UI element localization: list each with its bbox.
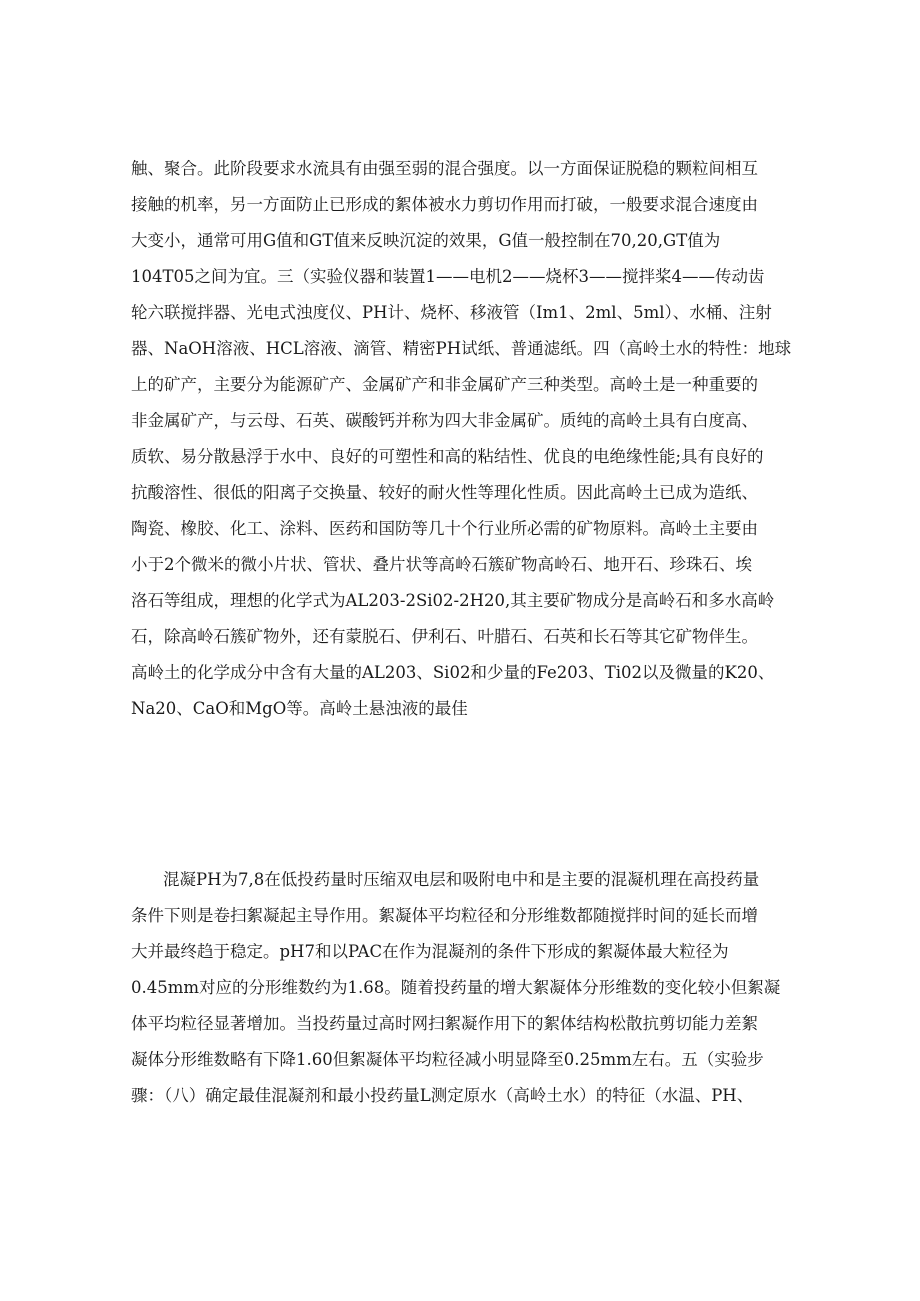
- text-line: 体平均粒径显著增加。当投药量过高时网扫絮凝作用下的絮体结构松散抗剪切能力差絮: [131, 1014, 758, 1033]
- text-line: 质软、易分散悬浮于水中、良好的可塑性和高的粘结性、优良的电绝缘性能;具有良好的: [131, 447, 764, 466]
- text-line: 104T05之间为宜。三（实验仪器和装置1——电机2——烧杯3——搅拌桨4——传动齿: [131, 267, 765, 286]
- text-line: 0.45mm对应的分形维数约为1.68。随着投药量的增大絮凝体分形维数的变化较小但絮凝: [131, 978, 781, 997]
- text-line: 混凝PH为7,8在低投药量时压缩双电层和吸附电中和是主要的混凝机理在高投药量: [163, 870, 760, 889]
- text-line: 石，除高岭石簇矿物外，还有蒙脱石、伊利石、叶腊石、石英和长石等其它矿物伴生。: [131, 627, 758, 646]
- text-line: 凝体分形维数略有下降1.60但絮凝体平均粒径减小明显降至0.25mm左右。五（实验步: [131, 1050, 764, 1069]
- text-line: 接触的机率，另一方面防止已形成的絮体被水力剪切作用而打破，一般要求混合速度由: [131, 195, 758, 214]
- text-line: 条件下则是卷扫絮凝起主导作用。絮凝体平均粒径和分形维数都随搅拌时间的延长而增: [131, 906, 758, 925]
- text-line: 骤：（八）确定最佳混凝剂和最小投药量L测定原水（高岭土水）的特征（水温、PH、: [131, 1086, 754, 1105]
- text-line: 轮六联搅拌器、光电式浊度仪、PH计、烧杯、移液管（Im1、2ml、5ml）、水桶、注射: [131, 303, 772, 322]
- text-line: 小于2个微米的微小片状、管状、叠片状等高岭石簇矿物高岭石、地开石、珍珠石、埃: [131, 555, 752, 574]
- text-line: 器、NaOH溶液、HCL溶液、滴管、精密PH试纸、普通滤纸。四（高岭土水的特性：地球: [131, 339, 791, 358]
- text-line: 上的矿产，主要分为能源矿产、金属矿产和非金属矿产三种类型。高岭土是一种重要的: [131, 375, 758, 394]
- text-line: 抗酸溶性、很低的阳离子交换量、较好的耐火性等理化性质。因此高岭土已成为造纸、: [131, 483, 758, 502]
- text-line: 大并最终趋于稳定。pH7和以PAC在作为混凝剂的条件下形成的絮凝体最大粒径为: [131, 942, 729, 961]
- paragraph-1: [131, 151, 791, 727]
- text-line: 陶瓷、橡胶、化工、涂料、医药和国防等几十个行业所必需的矿物原料。高岭土主要由: [131, 519, 758, 538]
- paragraph-2: [131, 862, 791, 1114]
- text-line: Na20、CaO和MgO等。高岭土悬浊液的最佳: [131, 699, 468, 718]
- text-line: 大变小，通常可用G值和GT值来反映沉淀的效果，G值一般控制在70,20,GT值为: [131, 231, 721, 250]
- text-line: 触、聚合。此阶段要求水流具有由强至弱的混合强度。以一方面保证脱稳的颗粒间相互: [131, 159, 758, 178]
- text-line: 洛石等组成，理想的化学式为AL203-2Si02-2H20,其主要矿物成分是高岭石和多水高岭: [131, 591, 775, 610]
- text-line: 高岭土的化学成分中含有大量的AL203、Si02和少量的Fe203、Ti02以及微量的K20、: [131, 663, 775, 682]
- text-line: 非金属矿产，与云母、石英、碳酸钙并称为四大非金属矿。质纯的高岭土具有白度高、: [131, 411, 758, 430]
